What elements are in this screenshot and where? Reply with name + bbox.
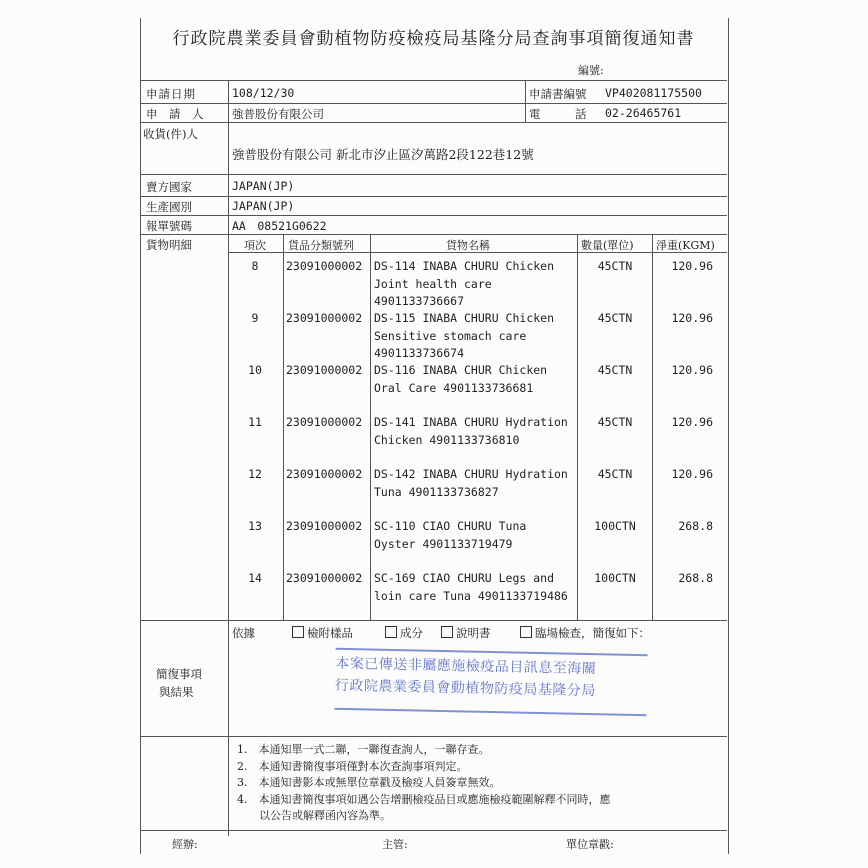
row-code: 23091000002 [286,571,363,585]
row-name-line: 4901133736674 [374,346,465,360]
rule [370,234,371,620]
check-sample: 檢附樣品 [292,625,353,641]
seller-country-label: 賣方國家 [146,180,192,194]
checkbox-icon [385,626,397,638]
row-qty: 45CTN [597,311,633,325]
rule [283,234,284,620]
apply-date-value: 108/12/30 [232,86,295,100]
note-item: 1. 本通知單一式二聯，一聯復查詢人，一聯存查。 [237,743,490,756]
phone-label: 電 話 [529,107,587,121]
note-item: 3. 本通知書影本或無單位章戳及檢疫人員簽章無效。 [237,776,501,789]
handler-label: 經辦: [172,838,198,851]
row-name-line: SC-110 CIAO CHURU Tuna [374,519,527,533]
declaration-value: AA 08521G0622 [232,219,327,233]
check-onsite: 臨場檢查，簡復如下： [520,625,650,641]
row-name-line: DS-141 INABA CHURU Hydration [374,415,568,429]
row-weight: 268.8 [678,571,713,585]
row-name-line: Oyster 4901133719479 [374,536,513,551]
row-no: 11 [248,415,262,429]
row-name-line: Sensitive stomach care [374,328,527,343]
row-qty: 100CTN [594,519,636,533]
row-name-line: DS-114 INABA CHURU Chicken [374,259,555,273]
row-code: 23091000002 [286,363,363,377]
document-title: 行政院農業委員會動植物防疫檢疫局基隆分局查詢事項簡復通知書 [172,29,695,49]
row-code: 23091000002 [286,259,363,273]
rule [577,234,578,620]
row-weight: 120.96 [671,415,713,429]
result-label-2: 與結果 [159,685,194,699]
form-no-value: VP402081175500 [605,86,702,100]
checkbox-icon [441,626,453,638]
consignee-label: 收貨(件)人 [143,127,198,141]
row-no: 12 [248,467,262,481]
row-no: 9 [251,311,259,325]
column-header-code: 貨品分類號列 [288,239,354,252]
apply-date-label: 申請日期 [146,87,196,101]
origin-label: 生產國別 [146,200,192,214]
row-code: 23091000002 [286,311,363,325]
row-code: 23091000002 [286,415,363,429]
row-no: 14 [248,571,262,585]
row-qty: 45CTN [597,467,633,481]
serial-label: 編號: [578,64,604,77]
stamp-line-2: 行政院農業委員會動植物防疫局基隆分局 [334,677,596,700]
phone-value: 02-26465761 [605,106,682,120]
row-weight: 268.8 [678,519,713,533]
applicant-label: 申 請 人 [146,107,204,121]
stamp-line-1: 本案已傳送非屬應施檢疫品目訊息至海關 [335,655,597,678]
row-qty: 45CTN [597,415,633,429]
rule [652,234,653,620]
note-item: 4. 本通知書簡復事項如遇公告增刪檢疫品目或應施檢疫範圍解釋不同時，應 [237,792,611,806]
row-name-line: Tuna 4901133736827 [374,484,499,499]
row-qty: 45CTN [597,363,633,377]
checkbox-icon [520,626,532,638]
row-name-line: SC-169 CIAO CHURU Legs and [374,571,555,585]
row-code: 23091000002 [286,467,363,481]
goods-section-label: 貨物明細 [146,238,192,252]
check-manual: 說明書 [441,625,491,641]
row-name-line: Joint health care [374,276,492,291]
column-header-no: 項次 [244,239,266,252]
row-name-line: DS-115 INABA CHURU Chicken [374,311,555,325]
result-label-1: 簡復事項 [156,667,202,681]
row-weight: 120.96 [671,363,713,377]
column-header-name: 貨物名稱 [446,239,490,252]
row-name-line: DS-116 INABA CHUR Chicken [374,363,548,377]
consignee-value: 強普股份有限公司 新北市汐止區汐萬路2段122巷12號 [232,147,534,162]
row-weight: 120.96 [671,259,713,273]
row-no: 10 [248,363,262,377]
form-no-label: 申請書編號 [529,87,587,101]
rule [525,80,526,122]
checkbox-icon [292,626,304,638]
row-name-line: Oral Care 4901133736681 [374,380,534,395]
note-item: 以公告或解釋函內容為準。 [237,809,391,822]
row-weight: 120.96 [671,467,713,481]
column-header-weight: 淨重(KGM) [656,239,715,252]
seller-country-value: JAPAN(JP) [232,179,295,193]
row-name-line: loin care Tuna 4901133719486 [374,588,568,603]
row-name-line: 4901133736667 [374,294,465,308]
basis-label: 依據 [232,626,255,640]
unit-stamp-label: 單位章戳: [566,838,614,851]
row-name-line: DS-142 INABA CHURU Hydration [374,467,568,481]
declaration-label: 報單號碼 [146,219,192,233]
notes [237,742,611,825]
row-name-line: Chicken 4901133736810 [374,432,520,447]
row-weight: 120.96 [671,311,713,325]
official-stamp [334,648,647,717]
row-no: 13 [248,519,262,533]
rule [228,80,229,836]
applicant-value: 強普股份有限公司 [232,107,324,121]
column-header-qty: 數量(單位) [581,239,634,252]
row-no: 8 [251,259,259,273]
row-qty: 45CTN [597,259,633,273]
origin-value: JAPAN(JP) [232,199,295,213]
note-item: 2. 本通知書簡復事項僅對本次查詢事項判定。 [237,759,468,773]
row-qty: 100CTN [594,571,636,585]
row-code: 23091000002 [286,519,363,533]
check-ingredients: 成分 [385,625,423,641]
supervisor-label: 主管: [382,838,408,851]
